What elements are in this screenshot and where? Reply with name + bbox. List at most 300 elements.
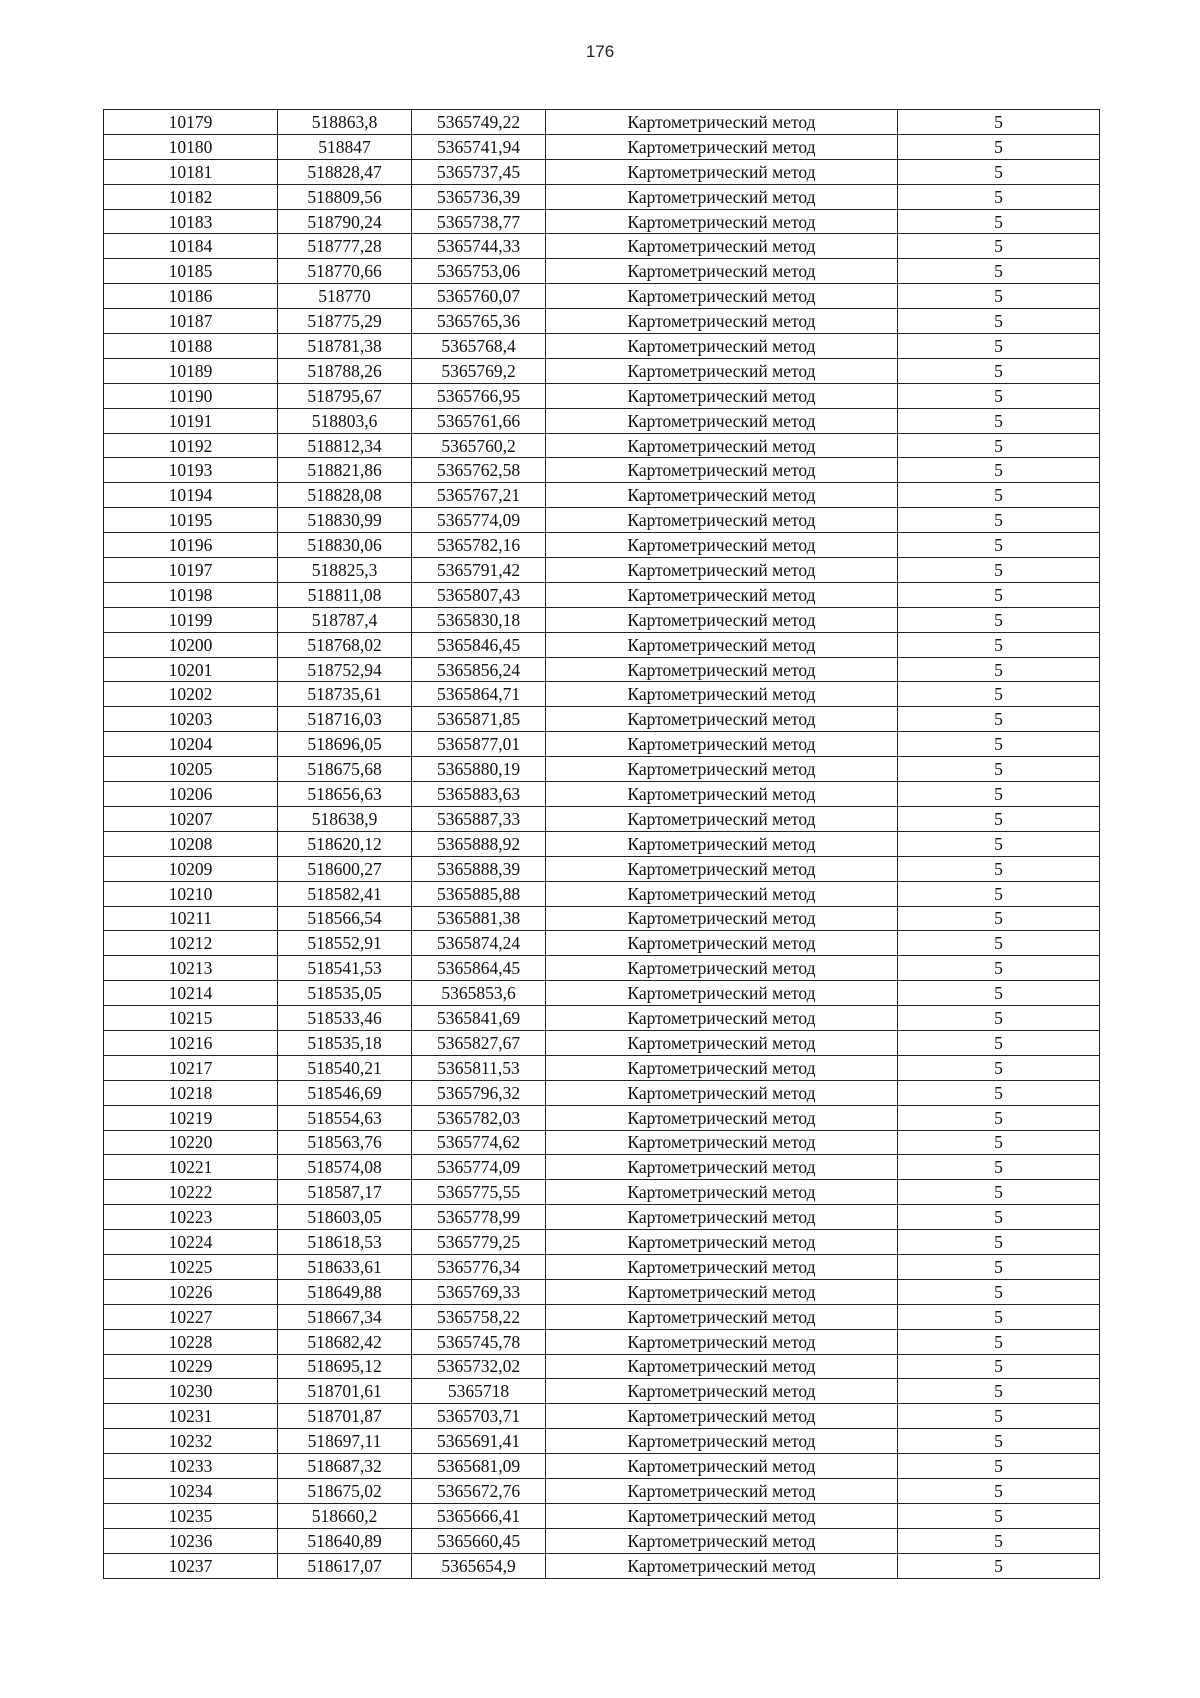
table-row bbox=[104, 1528, 1100, 1553]
point-number-cell: 10186 bbox=[104, 284, 278, 309]
y-coordinate-cell: 5365864,71 bbox=[412, 682, 546, 707]
accuracy-cell: 5 bbox=[898, 1254, 1100, 1279]
table-row bbox=[104, 1030, 1100, 1055]
method-cell: Картометрический метод bbox=[546, 1130, 898, 1155]
y-coordinate-cell: 5365744,33 bbox=[412, 234, 546, 259]
x-coordinate-cell: 518574,08 bbox=[278, 1155, 412, 1180]
table-row bbox=[104, 1503, 1100, 1528]
y-coordinate-cell: 5365767,21 bbox=[412, 483, 546, 508]
accuracy-cell: 5 bbox=[898, 110, 1100, 135]
accuracy-cell: 5 bbox=[898, 831, 1100, 856]
point-number-cell: 10204 bbox=[104, 732, 278, 757]
method-cell: Картометрический метод bbox=[546, 184, 898, 209]
table-row bbox=[104, 483, 1100, 508]
method-cell: Картометрический метод bbox=[546, 1528, 898, 1553]
table-row bbox=[104, 1379, 1100, 1404]
table-row bbox=[104, 383, 1100, 408]
x-coordinate-cell: 518770,66 bbox=[278, 259, 412, 284]
point-number-cell: 10190 bbox=[104, 383, 278, 408]
table-row bbox=[104, 782, 1100, 807]
table-row bbox=[104, 1155, 1100, 1180]
point-number-cell: 10214 bbox=[104, 981, 278, 1006]
x-coordinate-cell: 518696,05 bbox=[278, 732, 412, 757]
point-number-cell: 10219 bbox=[104, 1105, 278, 1130]
x-coordinate-cell: 518830,99 bbox=[278, 508, 412, 533]
point-number-cell: 10192 bbox=[104, 433, 278, 458]
table-row bbox=[104, 732, 1100, 757]
accuracy-cell: 5 bbox=[898, 881, 1100, 906]
accuracy-cell: 5 bbox=[898, 309, 1100, 334]
table-row bbox=[104, 1254, 1100, 1279]
method-cell: Картометрический метод bbox=[546, 1105, 898, 1130]
x-coordinate-cell: 518812,34 bbox=[278, 433, 412, 458]
table-row bbox=[104, 632, 1100, 657]
x-coordinate-cell: 518701,61 bbox=[278, 1379, 412, 1404]
table-row bbox=[104, 906, 1100, 931]
method-cell: Картометрический метод bbox=[546, 358, 898, 383]
point-number-cell: 10228 bbox=[104, 1329, 278, 1354]
method-cell: Картометрический метод bbox=[546, 458, 898, 483]
point-number-cell: 10216 bbox=[104, 1030, 278, 1055]
y-coordinate-cell: 5365775,55 bbox=[412, 1180, 546, 1205]
x-coordinate-cell: 518695,12 bbox=[278, 1354, 412, 1379]
y-coordinate-cell: 5365807,43 bbox=[412, 582, 546, 607]
accuracy-cell: 5 bbox=[898, 981, 1100, 1006]
y-coordinate-cell: 5365765,36 bbox=[412, 309, 546, 334]
point-number-cell: 10229 bbox=[104, 1354, 278, 1379]
y-coordinate-cell: 5365758,22 bbox=[412, 1304, 546, 1329]
accuracy-cell: 5 bbox=[898, 632, 1100, 657]
y-coordinate-cell: 5365681,09 bbox=[412, 1454, 546, 1479]
y-coordinate-cell: 5365736,39 bbox=[412, 184, 546, 209]
accuracy-cell: 5 bbox=[898, 856, 1100, 881]
point-number-cell: 10220 bbox=[104, 1130, 278, 1155]
y-coordinate-cell: 5365856,24 bbox=[412, 657, 546, 682]
accuracy-cell: 5 bbox=[898, 707, 1100, 732]
point-number-cell: 10233 bbox=[104, 1454, 278, 1479]
method-cell: Картометрический метод bbox=[546, 1180, 898, 1205]
y-coordinate-cell: 5365769,33 bbox=[412, 1279, 546, 1304]
method-cell: Картометрический метод bbox=[546, 1454, 898, 1479]
accuracy-cell: 5 bbox=[898, 1429, 1100, 1454]
method-cell: Картометрический метод bbox=[546, 334, 898, 359]
point-number-cell: 10199 bbox=[104, 607, 278, 632]
table-row bbox=[104, 657, 1100, 682]
y-coordinate-cell: 5365703,71 bbox=[412, 1404, 546, 1429]
x-coordinate-cell: 518701,87 bbox=[278, 1404, 412, 1429]
table-row bbox=[104, 1478, 1100, 1503]
x-coordinate-cell: 518533,46 bbox=[278, 1006, 412, 1031]
method-cell: Картометрический метод bbox=[546, 558, 898, 583]
point-number-cell: 10209 bbox=[104, 856, 278, 881]
method-cell: Картометрический метод bbox=[546, 234, 898, 259]
y-coordinate-cell: 5365796,32 bbox=[412, 1080, 546, 1105]
x-coordinate-cell: 518660,2 bbox=[278, 1503, 412, 1528]
y-coordinate-cell: 5365672,76 bbox=[412, 1478, 546, 1503]
method-cell: Картометрический метод bbox=[546, 782, 898, 807]
table-row bbox=[104, 1279, 1100, 1304]
table-row bbox=[104, 856, 1100, 881]
table-row bbox=[104, 1205, 1100, 1230]
table-row bbox=[104, 159, 1100, 184]
method-cell: Картометрический метод bbox=[546, 110, 898, 135]
x-coordinate-cell: 518830,06 bbox=[278, 533, 412, 558]
method-cell: Картометрический метод bbox=[546, 956, 898, 981]
table-row bbox=[104, 956, 1100, 981]
point-number-cell: 10231 bbox=[104, 1404, 278, 1429]
point-number-cell: 10200 bbox=[104, 632, 278, 657]
accuracy-cell: 5 bbox=[898, 184, 1100, 209]
y-coordinate-cell: 5365888,39 bbox=[412, 856, 546, 881]
accuracy-cell: 5 bbox=[898, 1528, 1100, 1553]
table-row bbox=[104, 757, 1100, 782]
x-coordinate-cell: 518633,61 bbox=[278, 1254, 412, 1279]
table-row bbox=[104, 234, 1100, 259]
method-cell: Картометрический метод bbox=[546, 533, 898, 558]
accuracy-cell: 5 bbox=[898, 234, 1100, 259]
point-number-cell: 10212 bbox=[104, 931, 278, 956]
coordinates-table bbox=[103, 109, 1100, 1579]
accuracy-cell: 5 bbox=[898, 334, 1100, 359]
x-coordinate-cell: 518600,27 bbox=[278, 856, 412, 881]
x-coordinate-cell: 518768,02 bbox=[278, 632, 412, 657]
table-row bbox=[104, 508, 1100, 533]
method-cell: Картометрический метод bbox=[546, 1279, 898, 1304]
method-cell: Картометрический метод bbox=[546, 931, 898, 956]
x-coordinate-cell: 518716,03 bbox=[278, 707, 412, 732]
accuracy-cell: 5 bbox=[898, 732, 1100, 757]
y-coordinate-cell: 5365718 bbox=[412, 1379, 546, 1404]
y-coordinate-cell: 5365768,4 bbox=[412, 334, 546, 359]
method-cell: Картометрический метод bbox=[546, 732, 898, 757]
y-coordinate-cell: 5365774,62 bbox=[412, 1130, 546, 1155]
method-cell: Картометрический метод bbox=[546, 682, 898, 707]
table-row bbox=[104, 1130, 1100, 1155]
method-cell: Картометрический метод bbox=[546, 1503, 898, 1528]
x-coordinate-cell: 518649,88 bbox=[278, 1279, 412, 1304]
accuracy-cell: 5 bbox=[898, 1354, 1100, 1379]
point-number-cell: 10232 bbox=[104, 1429, 278, 1454]
method-cell: Картометрический метод bbox=[546, 433, 898, 458]
x-coordinate-cell: 518638,9 bbox=[278, 806, 412, 831]
method-cell: Картометрический метод bbox=[546, 1205, 898, 1230]
point-number-cell: 10193 bbox=[104, 458, 278, 483]
accuracy-cell: 5 bbox=[898, 408, 1100, 433]
x-coordinate-cell: 518566,54 bbox=[278, 906, 412, 931]
table-row bbox=[104, 358, 1100, 383]
x-coordinate-cell: 518541,53 bbox=[278, 956, 412, 981]
method-cell: Картометрический метод bbox=[546, 906, 898, 931]
accuracy-cell: 5 bbox=[898, 1503, 1100, 1528]
point-number-cell: 10237 bbox=[104, 1553, 278, 1578]
table-row bbox=[104, 682, 1100, 707]
y-coordinate-cell: 5365841,69 bbox=[412, 1006, 546, 1031]
method-cell: Картометрический метод bbox=[546, 284, 898, 309]
y-coordinate-cell: 5365776,34 bbox=[412, 1254, 546, 1279]
point-number-cell: 10236 bbox=[104, 1528, 278, 1553]
accuracy-cell: 5 bbox=[898, 508, 1100, 533]
accuracy-cell: 5 bbox=[898, 657, 1100, 682]
accuracy-cell: 5 bbox=[898, 159, 1100, 184]
x-coordinate-cell: 518675,68 bbox=[278, 757, 412, 782]
table-row bbox=[104, 1105, 1100, 1130]
y-coordinate-cell: 5365760,07 bbox=[412, 284, 546, 309]
point-number-cell: 10207 bbox=[104, 806, 278, 831]
y-coordinate-cell: 5365885,88 bbox=[412, 881, 546, 906]
x-coordinate-cell: 518617,07 bbox=[278, 1553, 412, 1578]
x-coordinate-cell: 518828,08 bbox=[278, 483, 412, 508]
method-cell: Картометрический метод bbox=[546, 806, 898, 831]
x-coordinate-cell: 518640,89 bbox=[278, 1528, 412, 1553]
x-coordinate-cell: 518682,42 bbox=[278, 1329, 412, 1354]
method-cell: Картометрический метод bbox=[546, 607, 898, 632]
method-cell: Картометрический метод bbox=[546, 582, 898, 607]
y-coordinate-cell: 5365782,03 bbox=[412, 1105, 546, 1130]
point-number-cell: 10179 bbox=[104, 110, 278, 135]
x-coordinate-cell: 518535,18 bbox=[278, 1030, 412, 1055]
table-row bbox=[104, 558, 1100, 583]
x-coordinate-cell: 518587,17 bbox=[278, 1180, 412, 1205]
table-row bbox=[104, 1553, 1100, 1578]
method-cell: Картометрический метод bbox=[546, 209, 898, 234]
method-cell: Картометрический метод bbox=[546, 881, 898, 906]
accuracy-cell: 5 bbox=[898, 1404, 1100, 1429]
table-row bbox=[104, 582, 1100, 607]
method-cell: Картометрический метод bbox=[546, 1080, 898, 1105]
point-number-cell: 10227 bbox=[104, 1304, 278, 1329]
point-number-cell: 10181 bbox=[104, 159, 278, 184]
point-number-cell: 10185 bbox=[104, 259, 278, 284]
accuracy-cell: 5 bbox=[898, 906, 1100, 931]
y-coordinate-cell: 5365779,25 bbox=[412, 1230, 546, 1255]
y-coordinate-cell: 5365774,09 bbox=[412, 508, 546, 533]
accuracy-cell: 5 bbox=[898, 458, 1100, 483]
y-coordinate-cell: 5365769,2 bbox=[412, 358, 546, 383]
y-coordinate-cell: 5365774,09 bbox=[412, 1155, 546, 1180]
method-cell: Картометрический метод bbox=[546, 981, 898, 1006]
table-row bbox=[104, 134, 1100, 159]
accuracy-cell: 5 bbox=[898, 1329, 1100, 1354]
table-row bbox=[104, 1180, 1100, 1205]
accuracy-cell: 5 bbox=[898, 1180, 1100, 1205]
x-coordinate-cell: 518563,76 bbox=[278, 1130, 412, 1155]
y-coordinate-cell: 5365887,33 bbox=[412, 806, 546, 831]
y-coordinate-cell: 5365881,38 bbox=[412, 906, 546, 931]
method-cell: Картометрический метод bbox=[546, 657, 898, 682]
point-number-cell: 10202 bbox=[104, 682, 278, 707]
y-coordinate-cell: 5365691,41 bbox=[412, 1429, 546, 1454]
y-coordinate-cell: 5365749,22 bbox=[412, 110, 546, 135]
x-coordinate-cell: 518603,05 bbox=[278, 1205, 412, 1230]
accuracy-cell: 5 bbox=[898, 607, 1100, 632]
point-number-cell: 10213 bbox=[104, 956, 278, 981]
point-number-cell: 10226 bbox=[104, 1279, 278, 1304]
method-cell: Картометрический метод bbox=[546, 1379, 898, 1404]
point-number-cell: 10188 bbox=[104, 334, 278, 359]
y-coordinate-cell: 5365753,06 bbox=[412, 259, 546, 284]
accuracy-cell: 5 bbox=[898, 383, 1100, 408]
method-cell: Картометрический метод bbox=[546, 383, 898, 408]
accuracy-cell: 5 bbox=[898, 1454, 1100, 1479]
x-coordinate-cell: 518790,24 bbox=[278, 209, 412, 234]
y-coordinate-cell: 5365877,01 bbox=[412, 732, 546, 757]
x-coordinate-cell: 518821,86 bbox=[278, 458, 412, 483]
point-number-cell: 10222 bbox=[104, 1180, 278, 1205]
accuracy-cell: 5 bbox=[898, 209, 1100, 234]
method-cell: Картометрический метод bbox=[546, 1055, 898, 1080]
y-coordinate-cell: 5365761,66 bbox=[412, 408, 546, 433]
y-coordinate-cell: 5365827,67 bbox=[412, 1030, 546, 1055]
point-number-cell: 10205 bbox=[104, 757, 278, 782]
point-number-cell: 10208 bbox=[104, 831, 278, 856]
accuracy-cell: 5 bbox=[898, 956, 1100, 981]
accuracy-cell: 5 bbox=[898, 1055, 1100, 1080]
method-cell: Картометрический метод bbox=[546, 483, 898, 508]
point-number-cell: 10201 bbox=[104, 657, 278, 682]
accuracy-cell: 5 bbox=[898, 757, 1100, 782]
y-coordinate-cell: 5365874,24 bbox=[412, 931, 546, 956]
x-coordinate-cell: 518535,05 bbox=[278, 981, 412, 1006]
accuracy-cell: 5 bbox=[898, 782, 1100, 807]
accuracy-cell: 5 bbox=[898, 433, 1100, 458]
y-coordinate-cell: 5365880,19 bbox=[412, 757, 546, 782]
accuracy-cell: 5 bbox=[898, 1205, 1100, 1230]
x-coordinate-cell: 518803,6 bbox=[278, 408, 412, 433]
accuracy-cell: 5 bbox=[898, 558, 1100, 583]
point-number-cell: 10187 bbox=[104, 309, 278, 334]
y-coordinate-cell: 5365778,99 bbox=[412, 1205, 546, 1230]
method-cell: Картометрический метод bbox=[546, 408, 898, 433]
accuracy-cell: 5 bbox=[898, 1105, 1100, 1130]
x-coordinate-cell: 518687,32 bbox=[278, 1454, 412, 1479]
table-row bbox=[104, 831, 1100, 856]
coordinates-table-body bbox=[104, 110, 1100, 1579]
point-number-cell: 10180 bbox=[104, 134, 278, 159]
x-coordinate-cell: 518656,63 bbox=[278, 782, 412, 807]
y-coordinate-cell: 5365766,95 bbox=[412, 383, 546, 408]
y-coordinate-cell: 5365830,18 bbox=[412, 607, 546, 632]
y-coordinate-cell: 5365738,77 bbox=[412, 209, 546, 234]
x-coordinate-cell: 518675,02 bbox=[278, 1478, 412, 1503]
method-cell: Картометрический метод bbox=[546, 1354, 898, 1379]
method-cell: Картометрический метод bbox=[546, 1429, 898, 1454]
table-row bbox=[104, 981, 1100, 1006]
table-row bbox=[104, 1230, 1100, 1255]
x-coordinate-cell: 518540,21 bbox=[278, 1055, 412, 1080]
point-number-cell: 10189 bbox=[104, 358, 278, 383]
accuracy-cell: 5 bbox=[898, 1304, 1100, 1329]
table-row bbox=[104, 1404, 1100, 1429]
table-row bbox=[104, 309, 1100, 334]
table-row bbox=[104, 458, 1100, 483]
table-row bbox=[104, 334, 1100, 359]
y-coordinate-cell: 5365760,2 bbox=[412, 433, 546, 458]
point-number-cell: 10191 bbox=[104, 408, 278, 433]
table-row bbox=[104, 110, 1100, 135]
method-cell: Картометрический метод bbox=[546, 1329, 898, 1354]
method-cell: Картометрический метод bbox=[546, 757, 898, 782]
x-coordinate-cell: 518795,67 bbox=[278, 383, 412, 408]
table-row bbox=[104, 533, 1100, 558]
y-coordinate-cell: 5365864,45 bbox=[412, 956, 546, 981]
x-coordinate-cell: 518781,38 bbox=[278, 334, 412, 359]
table-row bbox=[104, 1354, 1100, 1379]
x-coordinate-cell: 518847 bbox=[278, 134, 412, 159]
table-row bbox=[104, 433, 1100, 458]
method-cell: Картометрический метод bbox=[546, 508, 898, 533]
table-row bbox=[104, 607, 1100, 632]
accuracy-cell: 5 bbox=[898, 1155, 1100, 1180]
point-number-cell: 10210 bbox=[104, 881, 278, 906]
y-coordinate-cell: 5365791,42 bbox=[412, 558, 546, 583]
table-row bbox=[104, 1454, 1100, 1479]
method-cell: Картометрический метод bbox=[546, 1230, 898, 1255]
x-coordinate-cell: 518735,61 bbox=[278, 682, 412, 707]
method-cell: Картометрический метод bbox=[546, 632, 898, 657]
point-number-cell: 10206 bbox=[104, 782, 278, 807]
point-number-cell: 10194 bbox=[104, 483, 278, 508]
x-coordinate-cell: 518777,28 bbox=[278, 234, 412, 259]
accuracy-cell: 5 bbox=[898, 931, 1100, 956]
y-coordinate-cell: 5365654,9 bbox=[412, 1553, 546, 1578]
x-coordinate-cell: 518811,08 bbox=[278, 582, 412, 607]
method-cell: Картометрический метод bbox=[546, 259, 898, 284]
table-row bbox=[104, 209, 1100, 234]
point-number-cell: 10225 bbox=[104, 1254, 278, 1279]
point-number-cell: 10195 bbox=[104, 508, 278, 533]
method-cell: Картометрический метод bbox=[546, 1155, 898, 1180]
y-coordinate-cell: 5365741,94 bbox=[412, 134, 546, 159]
accuracy-cell: 5 bbox=[898, 134, 1100, 159]
y-coordinate-cell: 5365871,85 bbox=[412, 707, 546, 732]
y-coordinate-cell: 5365660,45 bbox=[412, 1528, 546, 1553]
point-number-cell: 10235 bbox=[104, 1503, 278, 1528]
point-number-cell: 10230 bbox=[104, 1379, 278, 1404]
method-cell: Картометрический метод bbox=[546, 1006, 898, 1031]
x-coordinate-cell: 518620,12 bbox=[278, 831, 412, 856]
x-coordinate-cell: 518667,34 bbox=[278, 1304, 412, 1329]
table-row bbox=[104, 1080, 1100, 1105]
x-coordinate-cell: 518582,41 bbox=[278, 881, 412, 906]
table-row bbox=[104, 408, 1100, 433]
x-coordinate-cell: 518770 bbox=[278, 284, 412, 309]
y-coordinate-cell: 5365762,58 bbox=[412, 458, 546, 483]
x-coordinate-cell: 518697,11 bbox=[278, 1429, 412, 1454]
y-coordinate-cell: 5365883,63 bbox=[412, 782, 546, 807]
x-coordinate-cell: 518554,63 bbox=[278, 1105, 412, 1130]
x-coordinate-cell: 518787,4 bbox=[278, 607, 412, 632]
table-row bbox=[104, 707, 1100, 732]
x-coordinate-cell: 518828,47 bbox=[278, 159, 412, 184]
method-cell: Картометрический метод bbox=[546, 1030, 898, 1055]
table-row bbox=[104, 1304, 1100, 1329]
point-number-cell: 10203 bbox=[104, 707, 278, 732]
point-number-cell: 10198 bbox=[104, 582, 278, 607]
method-cell: Картометрический метод bbox=[546, 159, 898, 184]
table-row bbox=[104, 284, 1100, 309]
accuracy-cell: 5 bbox=[898, 582, 1100, 607]
page-number: 176 bbox=[585, 42, 615, 61]
accuracy-cell: 5 bbox=[898, 284, 1100, 309]
table-row bbox=[104, 1055, 1100, 1080]
table-row bbox=[104, 184, 1100, 209]
x-coordinate-cell: 518618,53 bbox=[278, 1230, 412, 1255]
y-coordinate-cell: 5365737,45 bbox=[412, 159, 546, 184]
x-coordinate-cell: 518552,91 bbox=[278, 931, 412, 956]
method-cell: Картометрический метод bbox=[546, 707, 898, 732]
x-coordinate-cell: 518752,94 bbox=[278, 657, 412, 682]
table-row bbox=[104, 1429, 1100, 1454]
